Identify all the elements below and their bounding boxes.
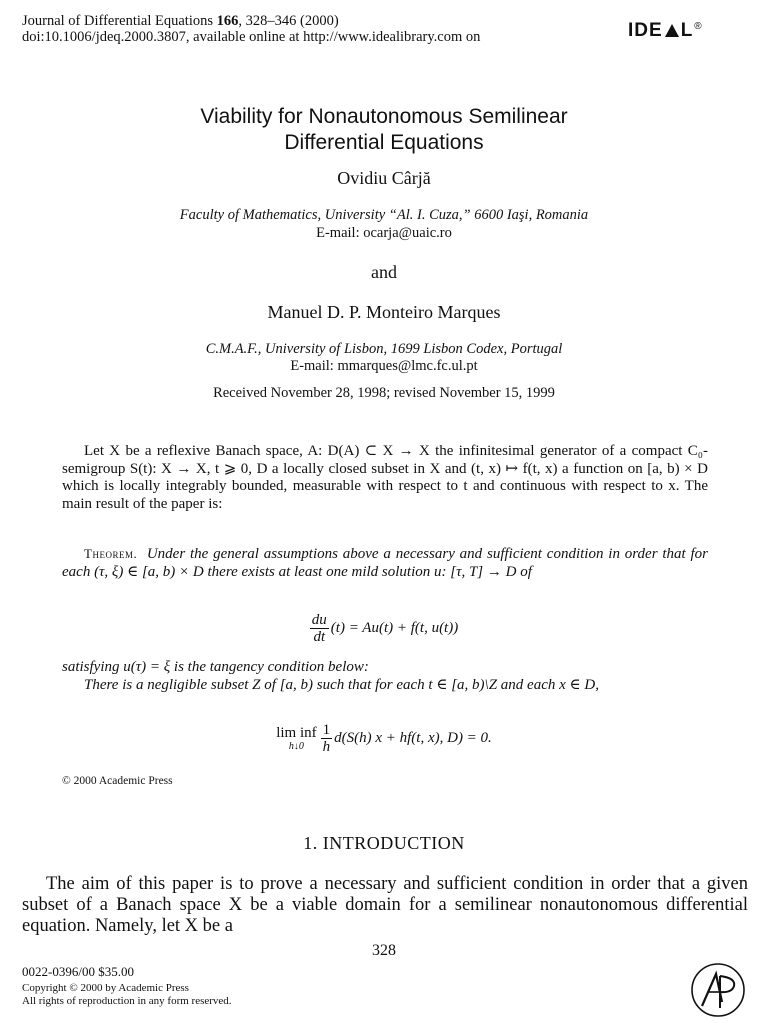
equation-2-fraction: $\frac{1}{h}$ xyxy=(322,722,331,755)
and-separator: and xyxy=(371,262,397,282)
ideal-logo-a-icon xyxy=(664,22,680,38)
registered-mark: ® xyxy=(694,20,703,32)
negligible-subset-text: There is a negligible subset Z of [a, b) such that for each t ∈ [a, b)\Z and each x ∈ D, xyxy=(84,676,599,693)
theorem-block xyxy=(62,545,708,581)
page-number: 328 xyxy=(372,942,396,959)
received-dates: Received November 28, 1998; revised November 15, 1999 xyxy=(213,385,555,401)
introduction-text-block xyxy=(22,874,748,937)
equation-1 xyxy=(0,612,768,645)
theorem-statement: Under the general assumptions above a necessary and sufficient condition in order that for each (τ, ξ) ∈ [a, b) × D there exists at least one mild solution u: [τ, T] → D of xyxy=(62,546,709,580)
tangency-block xyxy=(62,659,708,694)
introduction-paragraph: The aim of this paper is to prove a necessary and sufficient condition in order that a given subset of a Banach space X be a viable domain for a semilinear nonautonomous differential equation. Namely, let X be a xyxy=(22,874,748,936)
paper-title-line-1: Viability for Nonautonomous Semilinear xyxy=(200,105,568,128)
journal-volume: 166 xyxy=(216,13,239,29)
ideal-logo-text-2: L xyxy=(680,20,694,41)
author-name-1: Ovidiu Cârjă xyxy=(337,168,431,188)
theorem-label: Theorem. xyxy=(84,546,138,561)
footer-rights: All rights of reproduction in any form reserved. xyxy=(22,995,232,1007)
equation-2 xyxy=(0,722,768,755)
abstract-paragraph: Let X be a reflexive Banach space, A: D(A) ⊂ X → X the infinitesimal generator of a compact C₀-semigroup S(t): X → X, t ⩾ 0, D a locally closed subset in X and (t, x) ↦ f(t, x) a function on [a, b) × D which is locally integrably bounded, measurable with respect to t and continuous with respect to x. The main result of the paper is: xyxy=(62,443,708,512)
author-email-1: E-mail: ocarja@uaic.ro xyxy=(316,225,452,241)
equation-1-fraction: $\frac{du}{dt}$ xyxy=(311,612,327,645)
journal-pages-year: , 328–346 (2000) xyxy=(238,13,339,29)
equation-2-rhs: d(S(h) x + hf(t, x), D) = 0. xyxy=(334,729,492,746)
abstract-block xyxy=(62,443,708,513)
footer-copyright: Copyright © 2000 by Academic Press xyxy=(22,982,189,994)
footer-price: 0022-0396/00 $35.00 xyxy=(22,964,134,979)
journal-name: Journal of Differential Equations xyxy=(22,13,217,29)
section-heading: 1. INTRODUCTION xyxy=(303,833,465,853)
academic-press-logo-icon xyxy=(690,962,746,1018)
ideal-logo xyxy=(628,20,703,42)
journal-citation xyxy=(22,13,339,29)
author-email-2: E-mail: mmarques@lmc.fc.ul.pt xyxy=(290,358,478,374)
equation-1-rhs: (t) = Au(t) + f(t, u(t)) xyxy=(330,619,459,636)
ideal-logo-text: IDE xyxy=(628,20,663,41)
equation-2-liminf: lim inf h↓0 xyxy=(276,725,317,752)
paper-title-line-2: Differential Equations xyxy=(284,131,484,154)
abstract-copyright: © 2000 Academic Press xyxy=(62,775,173,787)
author-affiliation-1: Faculty of Mathematics, University “Al. I. Cuza,” 6600 Iaşi, Romania xyxy=(179,207,589,223)
author-name-2: Manuel D. P. Monteiro Marques xyxy=(267,302,501,322)
author-affiliation-2: C.M.A.F., University of Lisbon, 1699 Lisbon Codex, Portugal xyxy=(205,341,563,357)
doi-line: doi:10.1006/jdeq.2000.3807, available online at http://www.idealibrary.com on xyxy=(22,29,481,45)
satisfying-line: satisfying u(τ) = ξ is the tangency condition below: xyxy=(62,659,369,675)
